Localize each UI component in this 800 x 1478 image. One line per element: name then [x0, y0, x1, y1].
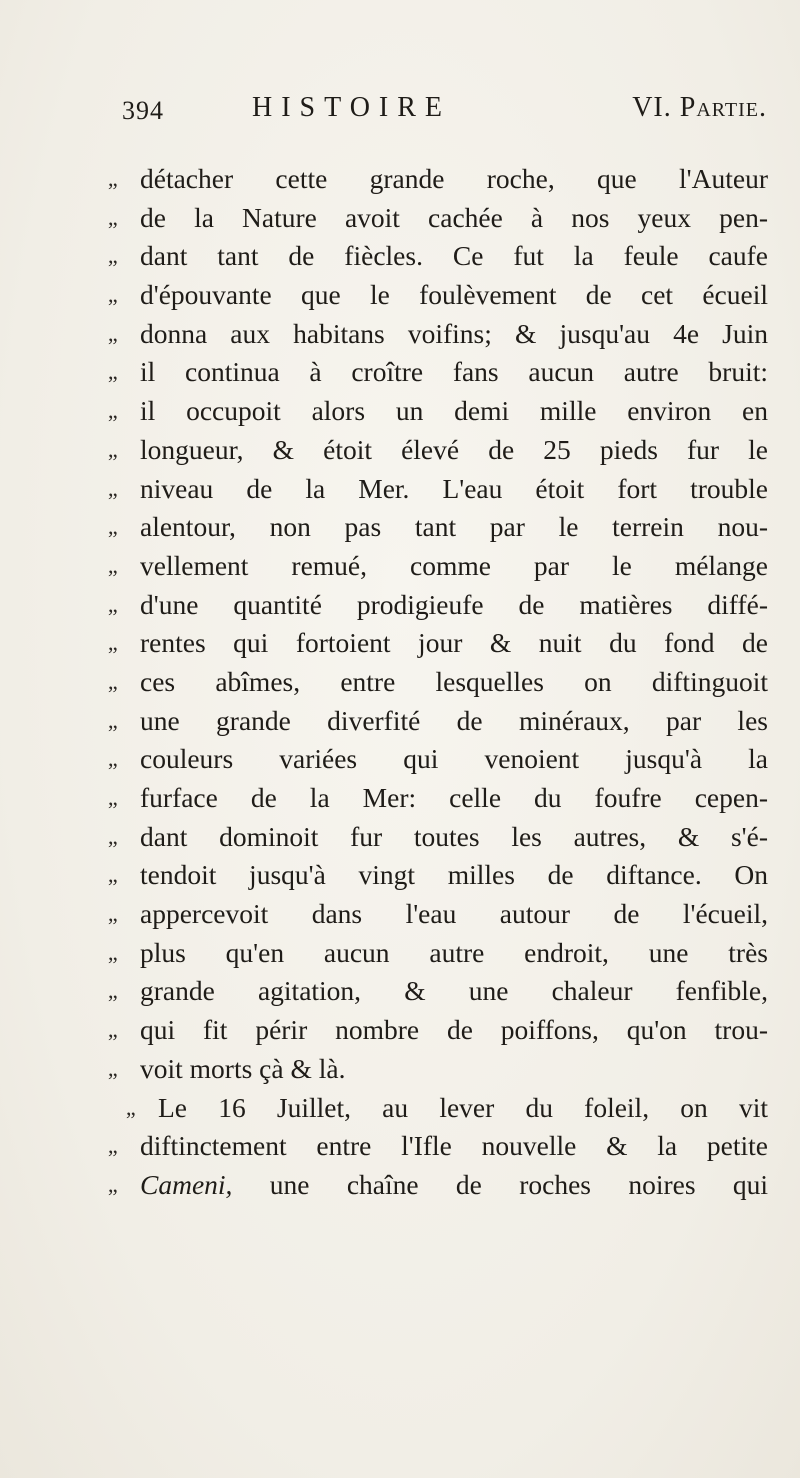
text-line: ,, plus qu'en aucun autre endroit, une très: [108, 934, 768, 973]
text-line: ,, il occupoit alors un demi mille environ en: [108, 392, 768, 431]
quote-mark: ,,: [108, 436, 117, 462]
part-label: VI. Partie.: [632, 92, 767, 123]
quote-mark: ,,: [108, 398, 117, 424]
quote-mark: ,,: [108, 320, 117, 346]
quote-mark: ,,: [108, 746, 117, 772]
text-line: ,, appercevoit dans l'eau autour de l'écueil,: [108, 895, 768, 934]
text-line: ,, Cameni, une chaîne de roches noires qui: [108, 1166, 768, 1205]
quote-mark: ,,: [108, 1133, 117, 1159]
text-line: ,, furface de la Mer: celle du foufre cepen-: [108, 779, 768, 818]
text-line: ,, dant dominoit fur toutes les autres, & s'é-: [108, 818, 768, 857]
quote-mark: ,,: [108, 552, 117, 578]
quote-mark: ,,: [108, 939, 117, 965]
quote-mark: ,,: [108, 166, 117, 191]
quote-mark: ,,: [108, 707, 117, 733]
text-line: ,, qui fit périr nombre de poiffons, qu'on trou-: [108, 1011, 768, 1050]
text-line-paragraph-start: ,, Le 16 Juillet, au lever du foleil, on vit: [108, 1089, 768, 1128]
quote-mark: ,,: [108, 204, 117, 230]
quote-mark: ,,: [108, 785, 117, 810]
text-line: ,, diftinctement entre l'Ifle nouvelle & la petite: [108, 1127, 768, 1166]
quote-mark: ,,: [108, 475, 117, 501]
page-number: 394: [122, 96, 164, 125]
text-line: ,, grande agitation, & une chaleur fenfible,: [108, 972, 768, 1011]
quote-mark: ,,: [108, 1171, 117, 1197]
text-line: ,, niveau de la Mer. L'eau étoit fort trouble: [108, 470, 768, 509]
quote-mark: ,,: [108, 862, 117, 888]
text-line: ,, alentour, non pas tant par le terrein nou-: [108, 508, 768, 547]
quote-mark: ,,: [108, 282, 117, 308]
text-line: ,, d'épouvante que le foulèvement de cet écueil: [108, 276, 768, 315]
quote-mark: ,,: [108, 243, 117, 269]
quote-mark: ,,: [108, 1055, 117, 1081]
text-line: ,, donna aux habitans voifins; & jusqu'au 4e Juin: [108, 315, 768, 354]
quote-mark: ,,: [108, 591, 117, 617]
body-text: [108, 160, 768, 1205]
text-line: ,, détacher cette grande roche, que l'Auteur: [108, 160, 768, 199]
quote-mark: ,,: [108, 514, 117, 540]
running-title: HISTOIRE: [252, 92, 452, 123]
text-line: ,, voit morts çà & là.: [108, 1050, 768, 1089]
text-line: ,, vellement remué, comme par le mélange: [108, 547, 768, 586]
page-header: [122, 92, 767, 134]
quote-mark: ,,: [108, 901, 117, 927]
text-line: ,, rentes qui fortoient jour & nuit du fond de: [108, 624, 768, 663]
quote-mark: ,,: [108, 823, 117, 849]
text-line: ,, d'une quantité prodigieufe de matières diffé-: [108, 586, 768, 625]
quote-mark: ,,: [108, 978, 117, 1004]
text-line: ,, de la Nature avoit cachée à nos yeux pen-: [108, 199, 768, 238]
quote-mark: ,,: [126, 1094, 135, 1120]
text-line: ,, dant tant de fiècles. Ce fut la feule caufe: [108, 237, 768, 276]
quote-mark: ,,: [108, 630, 117, 656]
text-line: ,, couleurs variées qui venoient jusqu'à la: [108, 740, 768, 779]
italic-place-name: Cameni,: [140, 1168, 233, 1200]
text-line: ,, il continua à croître fans aucun autre bruit:: [108, 353, 768, 392]
text-line: ,, une grande diverfité de minéraux, par les: [108, 702, 768, 741]
quote-mark: ,,: [108, 359, 117, 385]
text-line: ,, longueur, & étoit élevé de 25 pieds fur le: [108, 431, 768, 470]
text-line: ,, tendoit jusqu'à vingt milles de diftance. On: [108, 856, 768, 895]
text-line: ,, ces abîmes, entre lesquelles on diftinguoit: [108, 663, 768, 702]
quote-mark: ,,: [108, 1017, 117, 1043]
quote-mark: ,,: [108, 668, 117, 694]
